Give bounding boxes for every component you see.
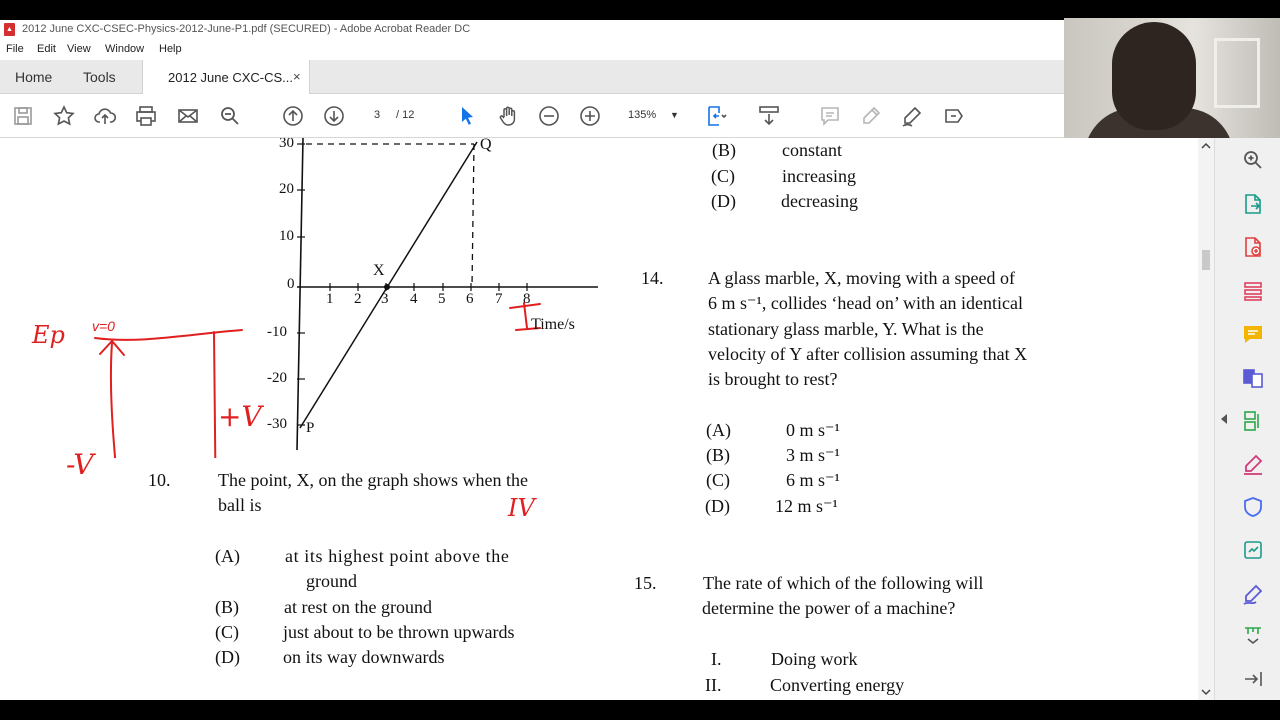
zoom-select[interactable]	[618, 103, 686, 127]
menu-edit[interactable]: Edit	[37, 43, 56, 55]
chevron-down-icon: ▼	[670, 110, 679, 120]
q15-item-1-num: I.	[711, 649, 722, 669]
ink-minus-v: -V	[66, 448, 94, 481]
combine-files-icon[interactable]	[1241, 366, 1265, 390]
question-15-line1: The rate of which of the following will	[703, 573, 984, 593]
tab-document-label: 2012 June CXC-CS...	[168, 70, 294, 85]
tab-document[interactable]	[142, 60, 310, 94]
question-14-line2: 6 m s⁻¹, collides ‘head on’ with an identical	[708, 293, 1023, 313]
q10-option-a-letter: (A)	[215, 546, 240, 566]
scroll-down-icon[interactable]	[1201, 687, 1211, 697]
webcam-overlay	[1064, 18, 1280, 138]
edit-pdf-icon[interactable]	[1241, 279, 1265, 303]
q14-option-d-text: 12 m s⁻¹	[775, 496, 838, 516]
print-icon[interactable]	[134, 104, 158, 128]
scroll-up-icon[interactable]	[1201, 141, 1211, 151]
screen-bottom-bar	[0, 700, 1280, 720]
tab-home[interactable]: Home	[15, 69, 53, 85]
protect-icon[interactable]	[1241, 495, 1265, 519]
q10-option-b-letter: (B)	[215, 597, 239, 617]
question-14-line1: A glass marble, X, moving with a speed of	[708, 268, 1015, 288]
x-axis-label: Time/s	[531, 316, 575, 333]
select-icon[interactable]	[455, 104, 479, 128]
mail-icon[interactable]	[176, 104, 200, 128]
y-tick-20: 20	[279, 181, 294, 197]
x-tick-7: 7	[495, 291, 503, 307]
q14-option-c-letter: (C)	[706, 470, 730, 490]
organize-pages-icon[interactable]	[1241, 409, 1265, 433]
menu-file[interactable]: File	[6, 43, 24, 55]
menu-help[interactable]: Help	[159, 43, 182, 55]
q14-option-c-text: 6 m s⁻¹	[786, 470, 840, 490]
scroll-thumb[interactable]	[1202, 250, 1210, 270]
y-tick-minus-10: -10	[267, 324, 287, 340]
x-tick-5: 5	[438, 291, 446, 307]
q10-option-c-text: just about to be thrown upwards	[283, 622, 515, 642]
comment-tool-icon[interactable]	[1241, 322, 1265, 346]
q10-option-b-text: at rest on the ground	[284, 597, 432, 617]
screen-top-bar	[0, 0, 1280, 20]
question-14-line3: stationary glass marble, Y. What is the	[708, 319, 984, 339]
question-10-number: 10.	[148, 470, 171, 490]
point-p-label: P	[306, 420, 315, 436]
x-tick-4: 4	[410, 291, 418, 307]
prev-option-d-text: decreasing	[781, 191, 858, 211]
y-tick-10: 10	[279, 228, 294, 244]
scroll-mode-icon[interactable]	[757, 104, 781, 128]
q14-option-d-letter: (D)	[705, 496, 730, 516]
question-15-line2: determine the power of a machine?	[702, 598, 956, 618]
prev-option-b-text: constant	[782, 140, 842, 160]
point-x-marker	[384, 284, 390, 290]
collapse-pane-icon[interactable]	[1219, 413, 1229, 425]
fill-sign-icon[interactable]	[942, 104, 966, 128]
q14-option-b-letter: (B)	[706, 445, 730, 465]
y-tick-minus-30: -30	[267, 416, 287, 432]
zoom-in-icon[interactable]	[578, 104, 602, 128]
tab-tools[interactable]: Tools	[83, 69, 116, 85]
prev-option-d-letter: (D)	[711, 191, 736, 211]
x-tick-6: 6	[466, 291, 474, 307]
webcam-shelf	[1214, 38, 1260, 108]
prev-option-c-letter: (C)	[711, 166, 735, 186]
menu-view[interactable]: View	[67, 43, 91, 55]
question-15-number: 15.	[634, 573, 657, 593]
q10-option-d-letter: (D)	[215, 647, 240, 667]
vertical-scrollbar[interactable]	[1198, 138, 1214, 700]
zoom-out-icon[interactable]	[537, 104, 561, 128]
expand-pane-icon[interactable]	[1241, 667, 1265, 691]
comment-icon[interactable]	[818, 104, 842, 128]
x-tick-1: 1	[326, 291, 334, 307]
y-tick-0: 0	[287, 276, 295, 292]
export-pdf-icon[interactable]	[1241, 192, 1265, 216]
question-14-line5: is brought to rest?	[708, 369, 838, 389]
x-tick-2: 2	[354, 291, 362, 307]
q10-option-a-text: at its highest point above the	[285, 546, 510, 566]
question-14-number: 14.	[641, 268, 664, 288]
menu-window[interactable]: Window	[105, 43, 145, 55]
ink-iv: IV	[508, 494, 535, 522]
prev-page-icon[interactable]	[281, 104, 305, 128]
q14-option-a-letter: (A)	[706, 420, 731, 440]
ink-v0: v=0	[92, 318, 115, 334]
webcam-person-head	[1112, 22, 1196, 130]
sign-icon[interactable]	[900, 104, 924, 128]
create-pdf-icon[interactable]	[1241, 235, 1265, 259]
prev-option-c-text: increasing	[782, 166, 856, 186]
document-view[interactable]	[0, 138, 1198, 700]
next-page-icon[interactable]	[322, 104, 346, 128]
ink-ep: Ep	[32, 321, 65, 349]
q15-item-2-text: Converting energy	[770, 675, 905, 695]
y-axis	[297, 138, 303, 450]
x-tick-3: 3	[381, 291, 389, 307]
sign-tool-icon[interactable]	[1241, 582, 1265, 606]
q14-option-b-text: 3 m s⁻¹	[786, 445, 840, 465]
q15-item-2-num: II.	[705, 675, 722, 695]
more-tools-icon[interactable]	[1241, 622, 1265, 646]
q14-option-a-text: 0 m s⁻¹	[786, 420, 840, 440]
ink-plus-v: +V	[218, 400, 262, 433]
q10-option-a-text2: ground	[306, 571, 357, 591]
close-tab-icon[interactable]: ×	[293, 69, 301, 84]
page-total: / 12	[396, 109, 415, 121]
right-tools-pane	[1214, 138, 1280, 700]
hand-icon[interactable]	[496, 104, 520, 128]
zoom-value: 135%	[628, 109, 657, 121]
y-tick-minus-20: -20	[267, 370, 287, 386]
fit-page-icon[interactable]	[704, 104, 728, 128]
ink-left-arrow	[111, 343, 121, 458]
question-14-line4: velocity of Y after collision assuming that X	[708, 344, 1028, 364]
highlight-icon[interactable]	[859, 104, 883, 128]
ink-right-arrow	[214, 332, 216, 458]
acrobat-app-icon: ▲	[4, 23, 15, 36]
ink-top-line	[95, 330, 242, 340]
fill-sign-tool-icon[interactable]	[1241, 452, 1265, 476]
y-tick-30: 30	[279, 138, 294, 151]
upload-icon[interactable]	[93, 104, 117, 128]
send-for-review-icon[interactable]	[1241, 538, 1265, 562]
star-icon[interactable]	[52, 104, 76, 128]
q15-item-1-text: Doing work	[771, 649, 858, 669]
q10-option-d-text: on its way downwards	[283, 647, 445, 667]
prev-option-b-letter: (B)	[712, 140, 736, 160]
window-title: 2012 June CXC-CSEC-Physics-2012-June-P1.pdf (SECURED) - Adobe Acrobat Reader DC	[22, 23, 471, 35]
search-icon[interactable]	[218, 104, 242, 128]
point-q-label: Q	[480, 138, 492, 153]
q10-option-c-letter: (C)	[215, 622, 239, 642]
question-10-stem-line1: The point, X, on the graph shows when the	[218, 470, 528, 490]
search-tool-icon[interactable]	[1241, 148, 1265, 172]
x-tick-8: 8	[523, 291, 531, 307]
page-number-input[interactable]: 3	[373, 109, 381, 121]
save-icon[interactable]	[11, 104, 35, 128]
q-vertical-dash	[472, 144, 474, 287]
question-10-stem-line2: ball is	[218, 495, 262, 515]
point-x-label: X	[373, 262, 385, 279]
